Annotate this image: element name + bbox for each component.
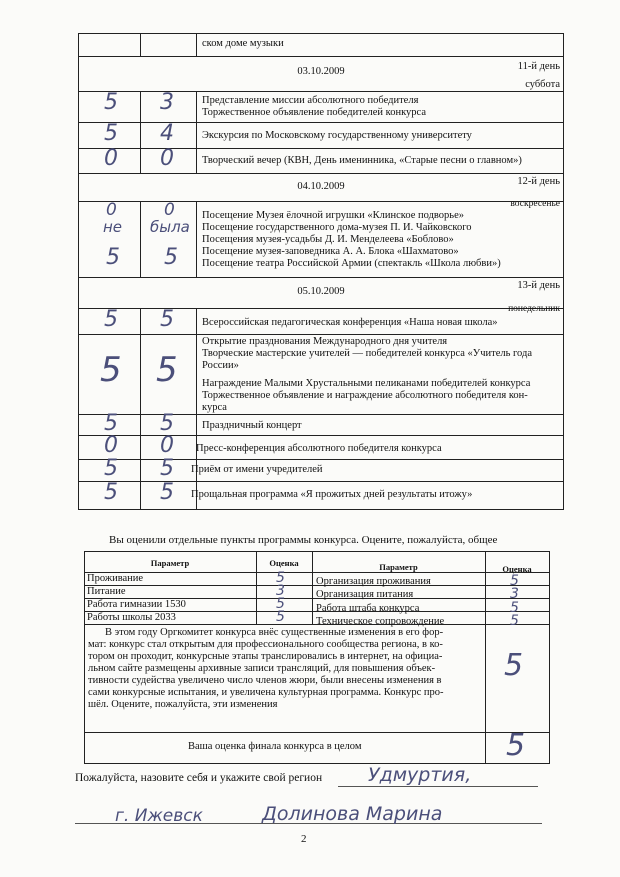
intro-text: Вы оценили отдельные пункты программы конкурса. Оцените, пожалуйста, общее — [109, 534, 498, 546]
program-item: Посещение государственного дома-музея П. И. Чайковского — [202, 222, 472, 233]
handwritten-score: 5 — [504, 648, 524, 683]
handwritten-score: 3 — [510, 586, 519, 602]
day-date: 03.10.2009 — [297, 66, 345, 77]
changes-text: льном сайте размещены архивные записи трансляций, для повышения объек- — [88, 663, 436, 674]
handwritten-score: 5 — [510, 573, 519, 589]
handwritten-score: 0 — [160, 146, 174, 171]
handwritten-score: 3 — [276, 583, 285, 599]
handwritten-score: 5 — [506, 728, 526, 763]
day-date: 04.10.2009 — [297, 181, 345, 192]
final-rating-label: Ваша оценка финала конкурса в целом — [188, 741, 362, 752]
day-number: 13-й день — [517, 280, 560, 291]
changes-text: В этом году Оргкомитет конкурса внёс существенные изменения в его фор- — [105, 627, 444, 638]
column-header: Параметр — [379, 562, 418, 572]
handwritten-score: 5 — [276, 596, 285, 612]
handwritten-score: 5 — [100, 350, 122, 390]
program-item: Посещение Музея ёлочной игрушки «Клинское подворье» — [202, 210, 465, 221]
parameter-label: Организация проживания — [316, 576, 431, 587]
program-item: Всероссийская педагогическая конференция «Наша новая школа» — [202, 317, 498, 328]
handwritten-score: 0 — [106, 200, 117, 220]
column-header: Оценка — [502, 564, 532, 574]
parameter-label: Питание — [87, 586, 126, 597]
handwritten-score: 4 — [160, 121, 174, 146]
handwritten-score: 5 — [160, 307, 174, 332]
program-item: Посещение театра Российской Армии (спектакль «Школа любви») — [202, 258, 501, 269]
program-item: Представление миссии абсолютного победителя — [202, 95, 419, 106]
handwritten-score: 0 — [104, 433, 118, 458]
handwritten-score: 5 — [276, 609, 285, 625]
handwritten-score: 5 — [104, 411, 118, 436]
program-item: Открытие празднования Международного дня учителя — [202, 336, 448, 347]
handwritten-score: 5 — [160, 456, 174, 481]
handwritten-region: Удмуртия, — [368, 764, 472, 786]
column-header: Параметр — [150, 558, 190, 568]
weekday: воскресенье — [510, 199, 560, 209]
weekday: понедельник — [508, 304, 560, 314]
program-item: Торжественное объявление победителей конкурса — [202, 107, 426, 118]
program-item: Творческие мастерские учителей — победителей конкурса «Учитель года — [202, 348, 533, 359]
handwritten-score: 5 — [160, 411, 174, 436]
program-item: Приём от имени учредителей — [191, 464, 323, 475]
day-number: 11-й день — [517, 61, 560, 72]
parameter-label: Работы школы 2033 — [87, 612, 176, 623]
handwritten-score: 5 — [106, 245, 120, 270]
program-item: Награждение Малыми Хрустальными пеликанами победителей конкурса — [202, 378, 531, 389]
handwritten-score: 5 — [156, 350, 178, 390]
page-number: 2 — [301, 833, 307, 845]
parameter-label: Проживание — [87, 573, 144, 584]
handwritten-score: 5 — [104, 456, 118, 481]
handwritten-city: г. Ижевск — [115, 806, 203, 826]
handwritten-score: не — [103, 218, 123, 236]
program-item: Торжественное объявление и награждение абсолютного победителя кон- — [202, 390, 528, 401]
day-date: 05.10.2009 — [297, 286, 345, 297]
handwritten-score: 5 — [104, 480, 118, 505]
program-item: Творческий вечер (КВН, День именинника, «Старые песни о главном») — [202, 155, 522, 166]
program-item: России» — [202, 360, 239, 371]
signature-prompt: Пожалуйста, назовите себя и укажите свой регион — [75, 772, 323, 784]
weekday: суббота — [525, 79, 560, 90]
handwritten-score: 5 — [276, 570, 285, 586]
program-item: Посещение музея-заповедника А. А. Блока «Шахматово» — [202, 246, 459, 257]
handwritten-score: 0 — [164, 200, 175, 220]
handwritten-score: была — [150, 218, 190, 236]
program-item: Пресс-конференция абсолютного победителя конкурса — [196, 443, 442, 454]
parameter-label: Организация питания — [316, 589, 414, 600]
program-item: ском доме музыки — [202, 38, 284, 49]
handwritten-score: 5 — [104, 307, 118, 332]
changes-text: тором он проходит, конкурсные этапы транслировались в интернет, на официа- — [88, 651, 443, 662]
program-item: курса — [202, 402, 227, 413]
handwritten-score: 5 — [510, 600, 519, 616]
program-item: Посещения музея-усадьбы Д. И. Менделеева «Боблово» — [202, 234, 454, 245]
parameter-label: Техническое сопровождение — [316, 616, 445, 627]
changes-text: шёл. Оцените, пожалуйста, эти изменения — [88, 699, 278, 710]
program-item: Экскурсия по Московскому государственному университету — [202, 130, 472, 141]
handwritten-score: 0 — [160, 433, 174, 458]
handwritten-score: 5 — [510, 613, 519, 629]
handwritten-name: Долинова Марина — [262, 803, 443, 825]
changes-text: тивности судейства увеличено число членов жюри, были внесены изменения в — [88, 675, 442, 686]
changes-text: мат: конкурс стал открытым для профессионального сообщества региона, в ко- — [88, 639, 443, 650]
parameter-label: Работа штаба конкурса — [316, 603, 420, 614]
handwritten-score: 5 — [104, 90, 118, 115]
handwritten-score: 5 — [104, 121, 118, 146]
handwritten-score: 5 — [160, 480, 174, 505]
program-item: Праздничный концерт — [202, 420, 302, 431]
changes-text: сами конкурсные испытания, и увеличена культурная программа. Конкурс про- — [88, 687, 444, 698]
day-number: 12-й день — [517, 176, 560, 187]
handwritten-score: 5 — [164, 245, 178, 270]
handwritten-score: 3 — [160, 90, 174, 115]
program-item: Прощальная программа «Я прожитых дней результаты итожу» — [191, 489, 473, 500]
column-header: Оценка — [269, 558, 299, 568]
parameter-label: Работа гимназии 1530 — [87, 599, 186, 610]
handwritten-score: 0 — [104, 146, 118, 171]
